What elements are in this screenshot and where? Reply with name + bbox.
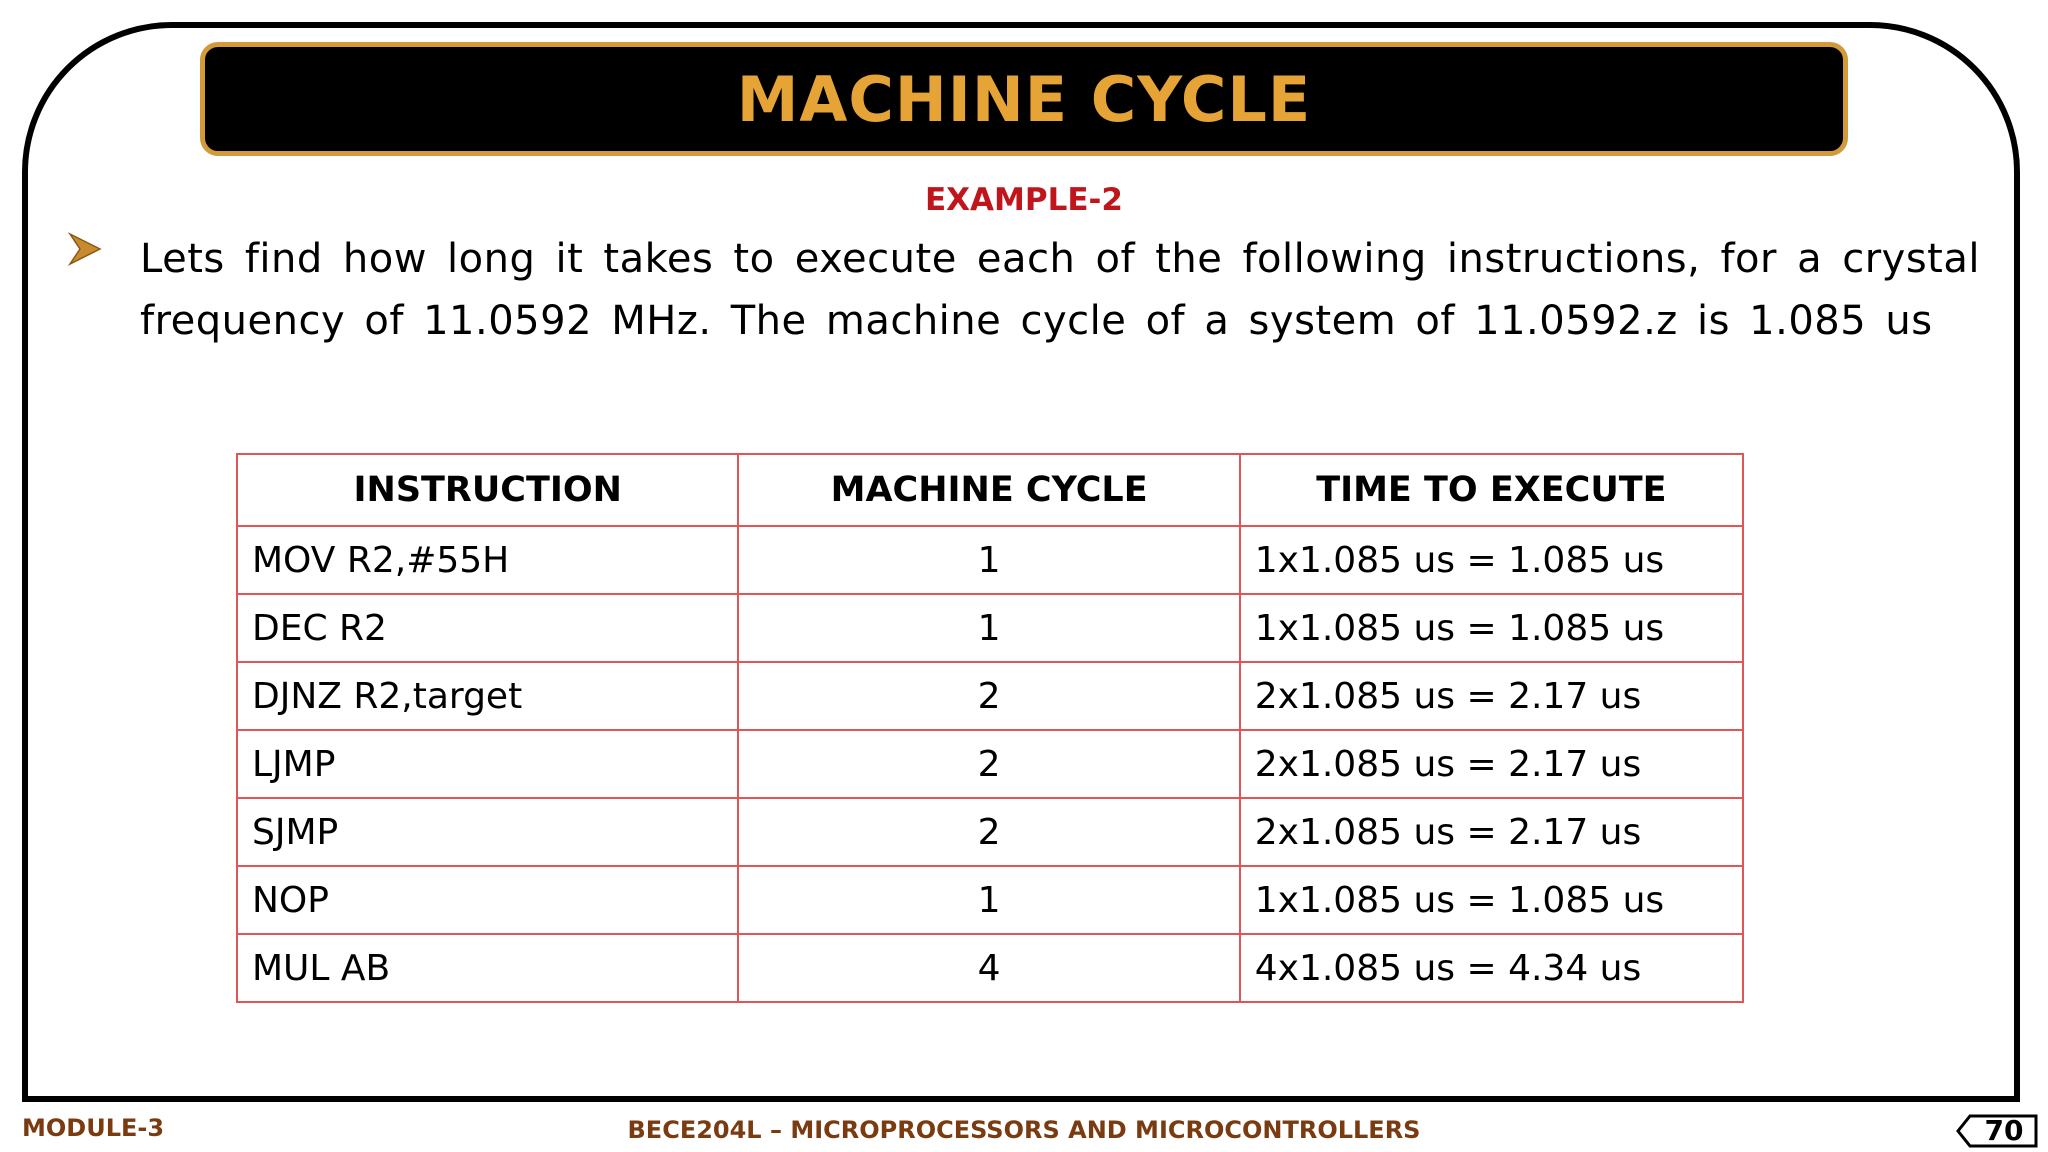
cell-instruction: MUL AB bbox=[237, 934, 738, 1002]
cell-time: 1x1.085 us = 1.085 us bbox=[1240, 866, 1743, 934]
arrowhead-bullet-icon bbox=[68, 232, 102, 266]
footer-course-title: BECE204L – MICROPROCESSORS AND MICROCONTROLLERS bbox=[627, 1116, 1421, 1144]
table-row bbox=[237, 934, 1743, 1002]
cell-machine-cycle: 4 bbox=[738, 934, 1239, 1002]
cell-machine-cycle: 2 bbox=[738, 798, 1239, 866]
cell-instruction: NOP bbox=[237, 866, 738, 934]
cell-instruction: LJMP bbox=[237, 730, 738, 798]
table-row bbox=[237, 526, 1743, 594]
header-time-to-execute: TIME TO EXECUTE bbox=[1240, 454, 1743, 526]
table-row bbox=[237, 594, 1743, 662]
cell-time: 1x1.085 us = 1.085 us bbox=[1240, 594, 1743, 662]
slide-title: MACHINE CYCLE bbox=[736, 62, 1312, 136]
example-subtitle: EXAMPLE-2 bbox=[924, 182, 1123, 218]
cell-time: 2x1.085 us = 2.17 us bbox=[1240, 730, 1743, 798]
table-row bbox=[237, 730, 1743, 798]
cell-time: 1x1.085 us = 1.085 us bbox=[1240, 526, 1743, 594]
cell-instruction: SJMP bbox=[237, 798, 738, 866]
header-instruction: INSTRUCTION bbox=[237, 454, 738, 526]
bullet-paragraph: Lets find how long it takes to execute each of the following instructions, for a crystal frequency of 11.0592 MHz. The machine cycle of a system of 11.0592.z is 1.085 us bbox=[140, 236, 1980, 344]
cell-instruction: DEC R2 bbox=[237, 594, 738, 662]
footer-module-label: MODULE-3 bbox=[22, 1114, 165, 1142]
table-row bbox=[237, 798, 1743, 866]
table-header-row bbox=[237, 454, 1743, 526]
table-row bbox=[237, 866, 1743, 934]
cell-machine-cycle: 1 bbox=[738, 526, 1239, 594]
cell-machine-cycle: 2 bbox=[738, 662, 1239, 730]
cell-time: 2x1.085 us = 2.17 us bbox=[1240, 798, 1743, 866]
cell-instruction: MOV R2,#55H bbox=[237, 526, 738, 594]
cell-machine-cycle: 1 bbox=[738, 594, 1239, 662]
cell-instruction: DJNZ R2,target bbox=[237, 662, 738, 730]
title-bar bbox=[200, 42, 1848, 156]
cell-time: 4x1.085 us = 4.34 us bbox=[1240, 934, 1743, 1002]
table-row bbox=[237, 662, 1743, 730]
instruction-timing-table bbox=[236, 453, 1744, 1003]
cell-machine-cycle: 2 bbox=[738, 730, 1239, 798]
cell-time: 2x1.085 us = 2.17 us bbox=[1240, 662, 1743, 730]
header-machine-cycle: MACHINE CYCLE bbox=[738, 454, 1239, 526]
cell-machine-cycle: 1 bbox=[738, 866, 1239, 934]
page-number: 70 bbox=[1984, 1114, 2024, 1147]
